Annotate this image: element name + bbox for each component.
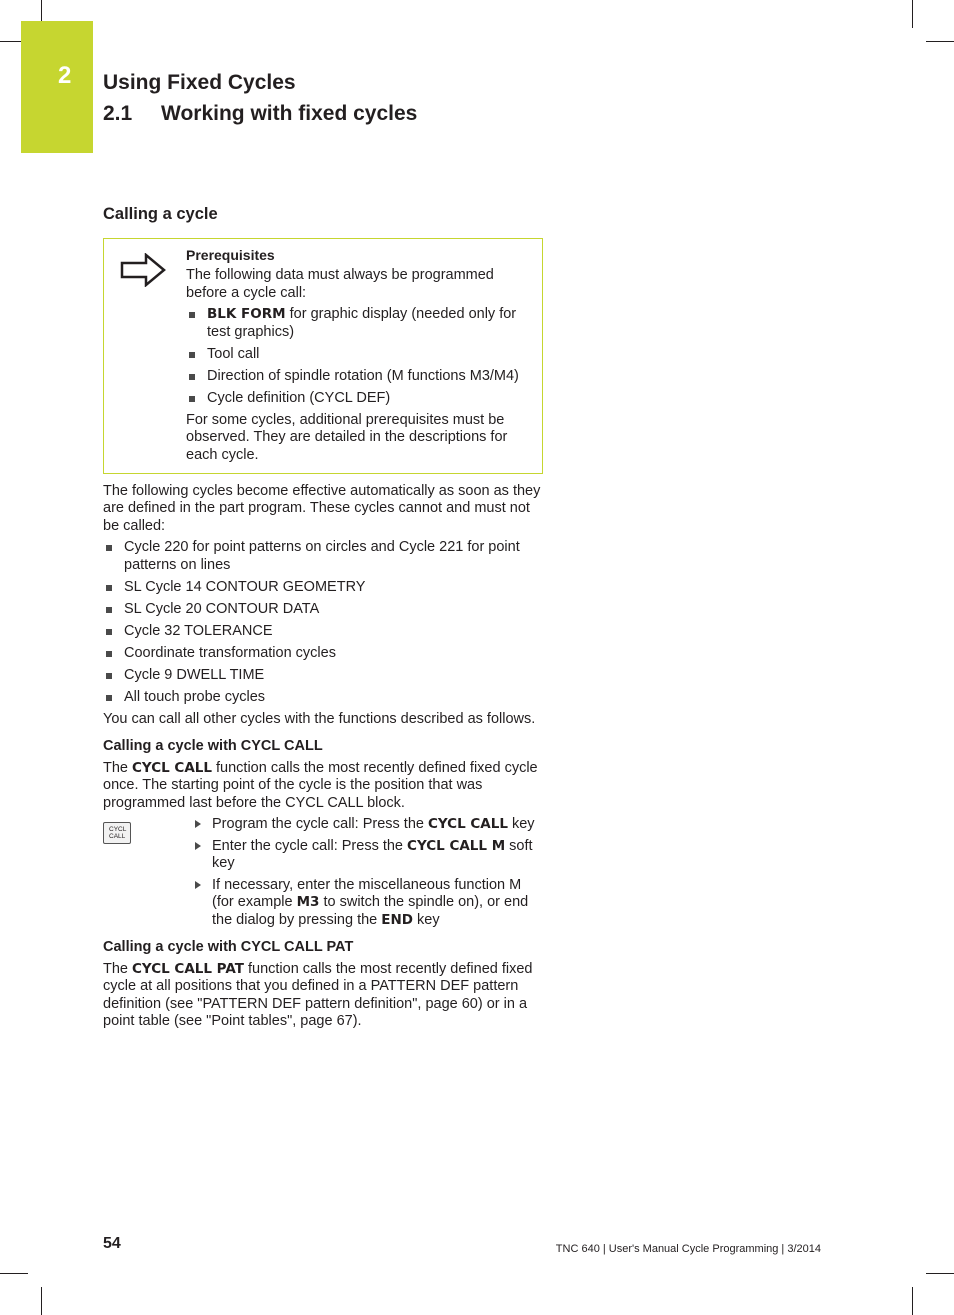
crop-mark [41, 1287, 42, 1315]
cycl-call-key-icon: CYCL CALL [103, 822, 131, 844]
crop-mark [912, 0, 913, 28]
list-item: Cycle 9 DWELL TIME [103, 667, 545, 685]
crop-mark [0, 41, 21, 42]
crop-mark [926, 1273, 954, 1274]
crop-mark [912, 1287, 913, 1315]
list-item: Cycle 220 for point patterns on circles and Cycle 221 for point patterns on lines [103, 539, 545, 574]
cycl-call-heading: Calling a cycle with CYCL CALL [103, 738, 323, 754]
cycl-call-pat-heading: Calling a cycle with CYCL CALL PAT [103, 939, 354, 955]
list-item: SL Cycle 14 CONTOUR GEOMETRY [103, 579, 545, 597]
list-item: Tool call [186, 346, 536, 364]
chapter-number: 2 [58, 62, 72, 89]
code-text: CYCL CALL [132, 759, 212, 776]
note-intro: The following data must always be programmed before a cycle call: [186, 267, 494, 301]
cycl-call-steps [103, 816, 545, 929]
cycl-call-paragraph: The CYCL CALL function calls the most recently defined fixed cycle once. The starting point of the cycle is the position that was programmed last before the CYCL CALL block. [103, 759, 538, 811]
arrow-right-icon [120, 253, 166, 287]
note-outro: For some cycles, additional prerequisites must be observed. They are detailed in the descriptions for each cycle. [186, 411, 508, 463]
cycl-call-pat-paragraph: The CYCL CALL PAT function calls the most recently defined fixed cycle at all positions that you defined in a PATTERN DEF pattern definition (see "PATTERN DEF pattern definition", page 60) or in a point table (see "Point tables", page 67). [103, 960, 533, 1029]
code-text: END [381, 911, 414, 928]
list-item: All touch probe cycles [103, 689, 545, 707]
crop-mark [0, 1273, 28, 1274]
note-content [186, 247, 536, 469]
code-text: BLK FORM [207, 306, 286, 322]
list-item: Cycle 32 TOLERANCE [103, 623, 545, 641]
crop-mark [926, 41, 954, 42]
main-content [103, 200, 545, 1035]
note-title: Prerequisites [186, 246, 275, 263]
code-text: CYCL CALL PAT [132, 960, 244, 977]
page-heading: Calling a cycle [103, 205, 218, 223]
list-item: BLK FORM for graphic display (needed only for test graphics) [186, 306, 536, 341]
section-title [103, 102, 417, 126]
code-text: CYCL CALL M [407, 837, 506, 854]
list-item: Direction of spindle rotation (M functions M3/M4) [186, 368, 536, 386]
other-cycles-text: You can call all other cycles with the functions described as follows. [103, 710, 536, 727]
list-item: SL Cycle 20 CONTOUR DATA [103, 601, 545, 619]
auto-intro: The following cycles become effective automatically as soon as they are defined in the part program. These cycles cannot and must not be called: [103, 482, 541, 534]
auto-cycles-list [103, 539, 545, 706]
note-list [186, 306, 536, 407]
section-title-text: Working with fixed cycles [161, 102, 418, 125]
footer-doc-info: TNC 640 | User's Manual Cycle Programming | 3/2014 [555, 1243, 821, 1255]
crop-mark [41, 0, 42, 21]
chapter-tab [21, 21, 93, 153]
step-list [191, 816, 545, 929]
chapter-title: Using Fixed Cycles [103, 71, 296, 94]
list-item: Coordinate transformation cycles [103, 645, 545, 663]
list-item: Program the cycle call: Press the CYCL CALL key [191, 816, 545, 834]
code-text: M3 [296, 894, 320, 910]
list-item: If necessary, enter the miscellaneous function M (for example M3 to switch the spindle on), or end the dialog by pressing the END key [191, 877, 545, 930]
list-item: Enter the cycle call: Press the CYCL CALL M soft key [191, 838, 545, 873]
section-number: 2.1 [103, 102, 133, 125]
note-box [103, 238, 543, 474]
list-item: Cycle definition (CYCL DEF) [186, 390, 536, 408]
page-number: 54 [103, 1235, 121, 1252]
code-text: CYCL CALL [427, 816, 508, 832]
